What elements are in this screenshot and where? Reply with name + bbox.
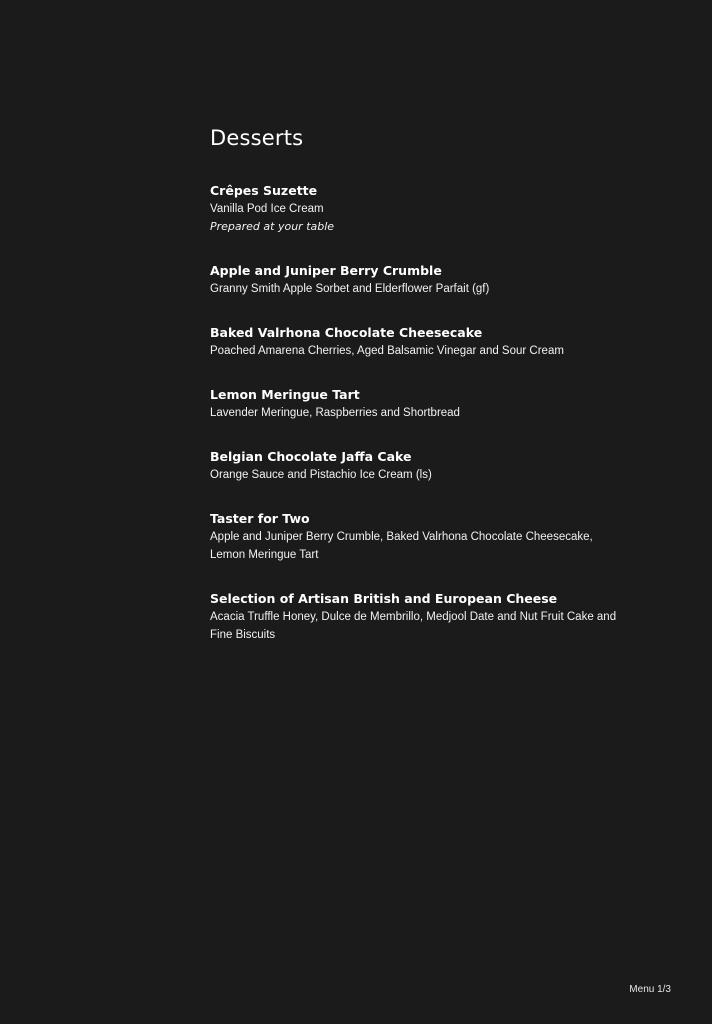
menu-item-description: Orange Sauce and Pistachio Ice Cream (ls) <box>210 469 432 481</box>
menu-item-taster-for-two <box>210 510 630 564</box>
menu-item-description: Poached Amarena Cherries, Aged Balsamic Vinegar and Sour Cream <box>210 345 564 357</box>
menu-item-note: Prepared at your table <box>210 220 335 233</box>
menu-item-name: Lemon Meringue Tart <box>210 387 360 402</box>
menu-item-name: Taster for Two <box>210 511 310 526</box>
menu-item-lemon-meringue-tart <box>210 386 630 422</box>
menu-item-chocolate-cheesecake <box>210 324 630 360</box>
menu-item-name: Belgian Chocolate Jaffa Cake <box>210 449 412 464</box>
menu-item-description: Acacia Truffle Honey, Dulce de Membrillo, Medjool Date and Nut Fruit Cake and Fine Biscuits <box>210 611 617 641</box>
menu-item-apple-crumble <box>210 262 630 298</box>
menu-item-description: Vanilla Pod Ice Cream <box>210 203 324 215</box>
section-title: Desserts <box>210 126 304 150</box>
menu-item-name: Selection of Artisan British and European Cheese <box>210 591 558 606</box>
menu-item-description: Apple and Juniper Berry Crumble, Baked Valrhona Chocolate Cheesecake, Lemon Meringue Tart <box>210 531 593 561</box>
page-indicator: Menu 1/3 <box>629 984 671 995</box>
menu-item-name: Baked Valrhona Chocolate Cheesecake <box>210 325 483 340</box>
menu-item-name: Crêpes Suzette <box>210 183 318 198</box>
menu-item-description: Lavender Meringue, Raspberries and Shortbread <box>210 407 460 419</box>
menu-item-jaffa-cake <box>210 448 630 484</box>
menu-item-name: Apple and Juniper Berry Crumble <box>210 263 442 278</box>
menu-item-description: Granny Smith Apple Sorbet and Elderflower Parfait (gf) <box>210 283 490 295</box>
desserts-section <box>210 124 630 670</box>
menu-item-crepes-suzette <box>210 182 630 236</box>
menu-item-cheese-selection <box>210 590 630 644</box>
